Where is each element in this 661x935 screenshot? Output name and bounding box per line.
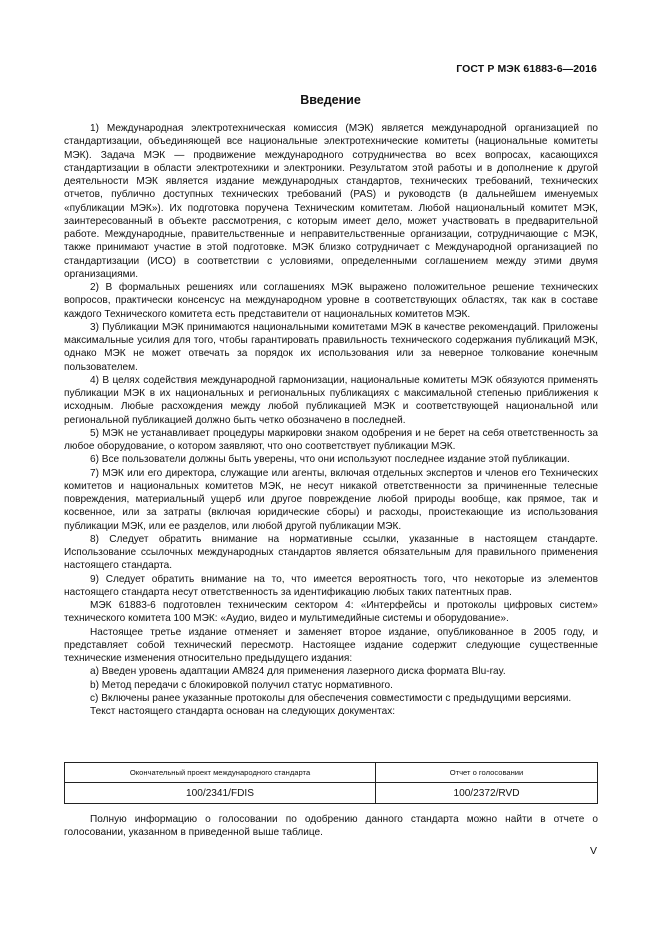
introduction-body [64, 122, 598, 718]
change-item-a: a) Введен уровень адаптации AM824 для применения лазерного диска формата Blu-ray. [90, 666, 506, 678]
paragraph-9: 9) Следует обратить внимание на то, что имеется вероятность того, что некоторые из элементов настоящего стандарта несут ответственность за идентификацию любых таких патентных прав. [64, 573, 598, 598]
paragraph-8: 8) Следует обратить внимание на нормативные ссылки, указанные в настоящем стандарте. Использование ссылочных международных стандартов является обязательным для правильного применения настоящего стандарта. [64, 533, 598, 572]
table-row [65, 783, 598, 804]
paragraph-2: 2) В формальных решениях или соглашениях МЭК выражено положительное решение технических вопросов, практически консенсус на международном уровне в соответствующих областях, так как в составе каждого Технического комитета есть представители от национальных комитетов МЭК. [64, 282, 598, 320]
table-header-fdis: Окончательный проект международного стандарта [65, 763, 376, 783]
table-cell-fdis: 100/2341/FDIS [65, 783, 376, 804]
paragraph-edition: Настоящее третье издание отменяет и заменяет второе издание, опубликованное в 2005 году, и представляет собой технический пересмотр. Настоящее издание содержит следующие существенные технические изменения относительно предыдущего издания: [64, 626, 598, 664]
table-header-row [65, 763, 598, 783]
change-item-c: c) Включены ранее указанные протоколы для обеспечения совместимости с предыдущими версиями. [90, 692, 572, 704]
paragraph-based-on: Текст настоящего стандарта основан на следующих документах: [90, 706, 396, 717]
paragraph-7: 7) МЭК или его директора, служащие или агенты, включая отдельных экспертов и членов его Технических комитетов и национальных комитетов МЭК, не несут никакой ответственности за причиненные телесные повреждения, материальный ущерб или другое повреждение любой природы вообще, как прямое, так и косвенное, или за затраты (включая юридические сборы) и расходы, проистекающие из использования публикации МЭК, или ее разделов, или любой другой публикации МЭК. [64, 467, 598, 532]
table-header-rvd: Отчет о голосовании [376, 763, 598, 783]
page-number: V [589, 845, 597, 857]
voting-documents-table [64, 762, 598, 804]
section-title: Введение [300, 93, 361, 107]
paragraph-4: 4) В целях содействия международной гармонизации, национальные комитеты МЭК обязуются применять публикации МЭК в их национальных и региональных публикациях с максимальной степенью приближения к исходным. Любые расхождения между любой публикацией МЭК и соответствующей национальной или региональной публикацией должно быть четко обозначено в последней. [64, 374, 598, 426]
change-item-b: b) Метод передачи с блокировкой получил статус нормативного. [90, 679, 393, 691]
table-cell-rvd: 100/2372/RVD [376, 783, 598, 804]
paragraph-5: 5) МЭК не устанавливает процедуры маркировки знаком одобрения и не берет на себя ответственность за любое оборудование, о котором заявляют, что оно соответствует публикации МЭК. [64, 427, 598, 452]
paragraph-prepared-by: МЭК 61883-6 подготовлен техническим сектором 4: «Интерфейсы и протоколы цифровых систем» технического комитета 100 МЭК: «Аудио, видео и мультимедийные системы и оборудование». [64, 600, 598, 625]
document-standard-header: ГОСТ Р МЭК 61883-6—2016 [456, 63, 597, 75]
paragraph-6: 6) Все пользователи должны быть уверены, что они используют последнее издание этой публикации. [90, 454, 570, 466]
paragraph-1: 1) Международная электротехническая комиссия (МЭК) является международной организацией по стандартизации, объединяющей все национальные электротехнические комитеты (национальные комитеты МЭК). Задача МЭК — продвижение международного сотрудничества во всех вопросах, касающихся стандартизации в области электротехники и электроники. Результатом этой работы и в дополнение к другой деятельности МЭК является издание международных стандартов, технических требований, технических отчетов, публично доступных технических требований (PAS) и руководств (в дальнейшем именуемых «публикации МЭК»). Их подготовка поручена Техническим комитетам. Любой национальный комитет МЭК, заинтересованный в объекте рассмотрения, с которым имеет дело, может участвовать в предварительной работе. Международные, правительственные и неправительственные организации, сотрудничающие с МЭК, также принимают участие в этой подготовке. МЭК близко сотрудничает с Международной организацией по стандартизации (ИСО) в соответствии с условиями, определенными соглашением между этими двумя организациями. [64, 123, 598, 280]
paragraph-voting-info: Полную информацию о голосовании по одобрению данного стандарта можно найти в отчете о голосовании, указанном в приведенной выше таблице. [64, 814, 598, 839]
paragraph-3: 3) Публикации МЭК принимаются национальными комитетами МЭК в качестве рекомендаций. Приложены максимальные усилия для того, чтобы гарантировать правильность технического содержания публикаций МЭК, однако МЭК не может отвечать за порядок их использования или за неверное толкование конечным пользователем. [64, 321, 598, 373]
